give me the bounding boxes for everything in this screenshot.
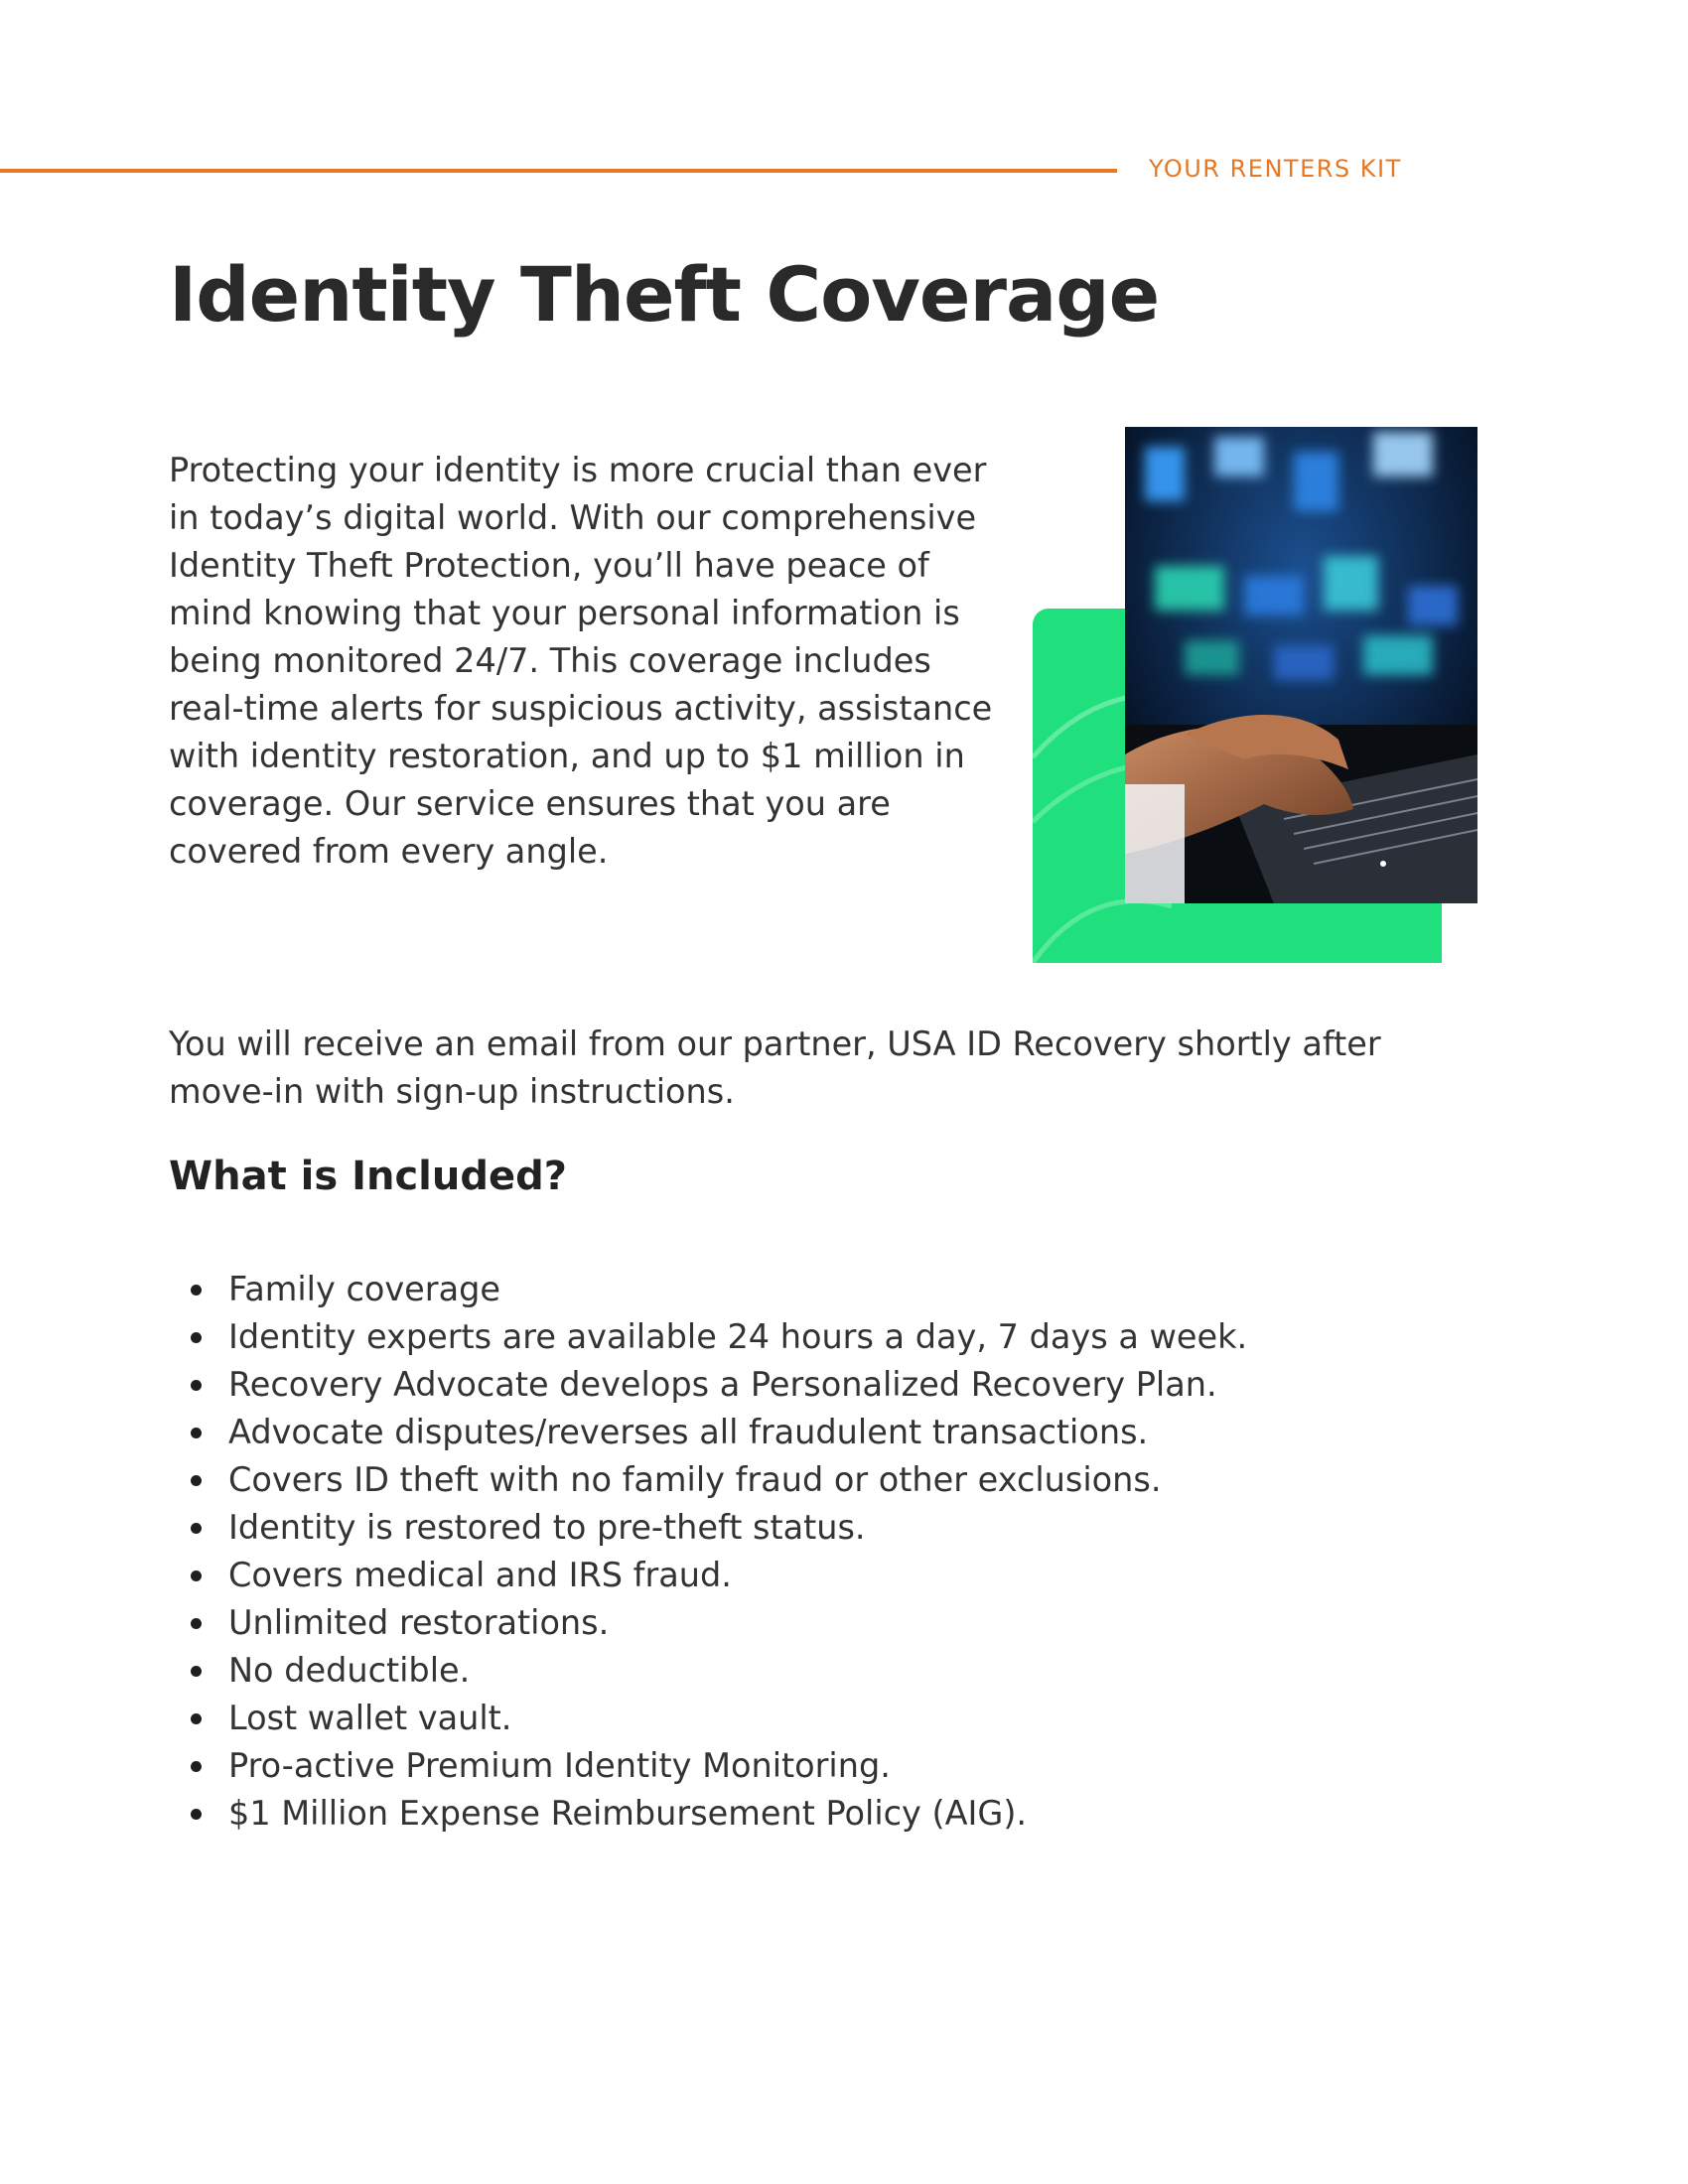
bullet-icon [191, 1618, 202, 1629]
list-item-text: Identity is restored to pre-theft status. [228, 1508, 866, 1547]
list-item [228, 1409, 1470, 1456]
list-item-text: Unlimited restorations. [228, 1603, 610, 1642]
list-item [228, 1266, 1470, 1313]
list-item [228, 1504, 1470, 1552]
list-item [228, 1456, 1470, 1504]
hands-typing-on-laptop-photo [1125, 427, 1477, 903]
list-item [228, 1790, 1470, 1838]
list-item-text: Lost wallet vault. [228, 1699, 512, 1737]
list-item-text: No deductible. [228, 1651, 471, 1690]
bullet-icon [191, 1570, 202, 1581]
list-item [228, 1361, 1470, 1409]
list-item-text: Identity experts are available 24 hours a day, 7 days a week. [228, 1317, 1248, 1356]
list-item-text: Covers ID theft with no family fraud or other exclusions. [228, 1460, 1162, 1499]
notice-paragraph: You will receive an email from our partner, USA ID Recovery shortly after move-in with sign-up instructions. [169, 1024, 1381, 1111]
header-rule [0, 169, 1117, 173]
list-item-text: Advocate disputes/reverses all fraudulent transactions. [228, 1413, 1149, 1451]
list-item [228, 1695, 1470, 1742]
bullet-icon [191, 1285, 202, 1296]
header-label: YOUR RENTERS KIT [1149, 155, 1402, 183]
photo-group [1033, 427, 1479, 963]
list-item [228, 1313, 1470, 1361]
included-heading: What is Included? [169, 1154, 567, 1199]
list-item-text: $1 Million Expense Reimbursement Policy (AIG). [228, 1794, 1028, 1833]
list-item [228, 1552, 1470, 1599]
bullet-icon [191, 1523, 202, 1534]
bullet-icon [191, 1761, 202, 1772]
bullet-icon [191, 1475, 202, 1486]
list-item [228, 1742, 1470, 1790]
included-list [228, 1266, 1470, 1838]
page-title: Identity Theft Coverage [169, 250, 1160, 339]
bullet-icon [191, 1380, 202, 1391]
bullet-icon [191, 1428, 202, 1438]
intro-paragraph: Protecting your identity is more crucial than ever in today’s digital world. With our comprehensive Identity Theft Protection, you’ll have peace of mind knowing that your personal information is being monitored 24/7. This coverage includes real-time alerts for suspicious activity, assistance with identity restoration, and up to $1 million in coverage. Our service ensures that you are covered from every angle. [169, 451, 993, 871]
list-item [228, 1647, 1470, 1695]
bullet-icon [191, 1713, 202, 1724]
bullet-icon [191, 1666, 202, 1677]
list-item-text: Covers medical and IRS fraud. [228, 1556, 732, 1594]
list-item-text: Recovery Advocate develops a Personalized Recovery Plan. [228, 1365, 1217, 1404]
list-item [228, 1599, 1470, 1647]
bullet-icon [191, 1809, 202, 1820]
list-item-text: Family coverage [228, 1270, 500, 1308]
bullet-icon [191, 1332, 202, 1343]
list-item-text: Pro-active Premium Identity Monitoring. [228, 1746, 891, 1785]
